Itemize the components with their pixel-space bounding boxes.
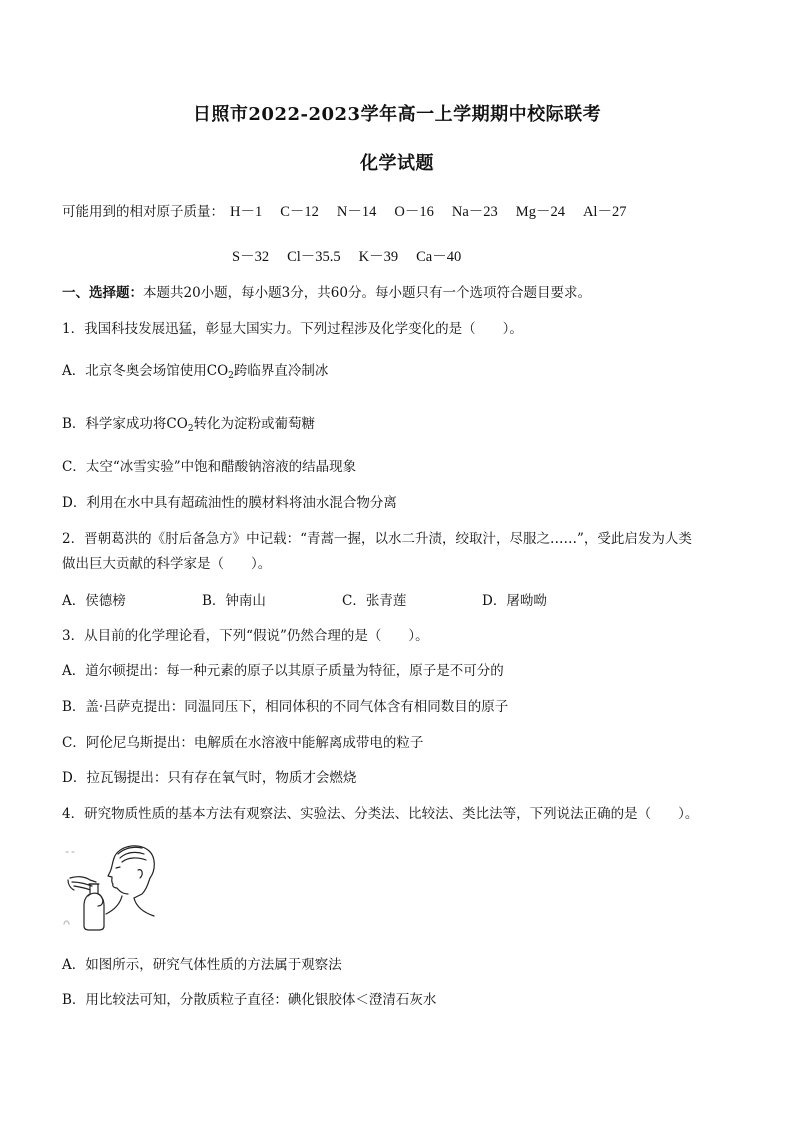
q1-b-subscript: 2 [187,424,194,434]
section-1-instructions: 本题共20小题，每小题3分，共60分。每小题只有一个选项符合题目要求。 [143,285,591,301]
mass-k: K－39 [358,249,399,265]
mass-mg: Mg－24 [515,204,565,220]
question-4-option-a: A．如图所示，研究气体性质的方法属于观察法 [62,957,342,973]
mass-na: Na－23 [451,204,498,220]
q1-a-subscript: 2 [228,371,234,381]
question-1-option-d: D．利用在水中具有超疏油性的膜材料将油水混合物分离 [62,495,397,511]
question-1-option-c: C．太空“冰雪实验”中饱和醋酸钠溶液的结晶现象 [62,459,357,475]
mass-cl: Cl－35.5 [287,249,341,265]
q1-a-text-pre: A．北京冬奥会场馆使用CO [62,363,229,379]
atomic-masses-row-2 [232,248,479,266]
section-1-heading [62,284,591,302]
question-2-option-c: C．张青莲 [342,593,407,609]
mass-c: C－12 [280,204,319,220]
atomic-masses-row-1 [62,203,644,221]
section-1-title: 一、选择题： [62,285,143,301]
question-2-options [62,592,622,610]
question-3-option-c: C．阿伦尼乌斯提出：电解质在水溶液中能解离成带电的粒子 [62,735,424,751]
smelling-gas-illustration [62,840,162,932]
mass-h: H－1 [230,204,263,220]
question-2-stem-line-2: 做出巨大贡献的科学家是（ ）。 [62,556,272,572]
question-3-option-d: D．拉瓦锡提出：只有存在氧气时，物质才会燃烧 [62,770,357,786]
question-2-option-a: A．侯德榜 [62,593,126,609]
question-2-stem-line-1: 2．晋朝葛洪的《肘后备急方》中记载：“青蒿一握，以水二升渍，绞取汁，尽服之……”，受此启发为人类 [62,531,692,547]
mass-ca: Ca－40 [416,249,462,265]
exam-title: 日照市2022-2023学年高一上学期期中校际联考 [192,104,602,125]
atomic-masses-label: 可能用到的相对原子质量： [62,204,224,220]
question-3-option-b: B．盖·吕萨克提出：同温同压下，相同体积的不同气体含有相同数目的原子 [62,699,509,715]
question-2-option-d: D．屠呦呦 [482,593,547,609]
mass-al: Al－27 [582,204,627,220]
question-4-stem: 4．研究物质性质的基本方法有观察法、实验法、分类法、比较法、类比法等，下列说法正确的是（ ）。 [62,806,699,822]
question-3-option-a: A．道尔顿提出：每一种元素的原子以其原子质量为特征，原子是不可分的 [62,663,504,679]
question-1-stem: 1．我国科技发展迅猛，彰显大国实力。下列过程涉及化学变化的是（ ）。 [62,321,523,337]
question-1-option-b [62,415,315,438]
q1-a-text-post: 跨临界直冷制冰 [233,363,329,379]
question-4-option-b: B．用比较法可知，分散质粒子直径：碘化银胶体＜澄清石灰水 [62,992,437,1008]
mass-s: S－32 [232,249,270,265]
question-1-option-a [62,362,328,385]
q1-b-text-post: 转化为淀粉或葡萄糖 [193,416,316,432]
exam-subtitle: 化学试题 [360,153,434,174]
waft-gas-figure-svg [62,840,162,932]
mass-o: O－16 [394,204,434,220]
question-3-stem: 3．从目前的化学理论看，下列“假说”仍然合理的是（ ）。 [62,628,429,644]
q1-b-text-pre: B．科学家成功将CO [62,416,188,432]
question-2-option-b: B．钟南山 [202,593,266,609]
mass-n: N－14 [336,204,377,220]
